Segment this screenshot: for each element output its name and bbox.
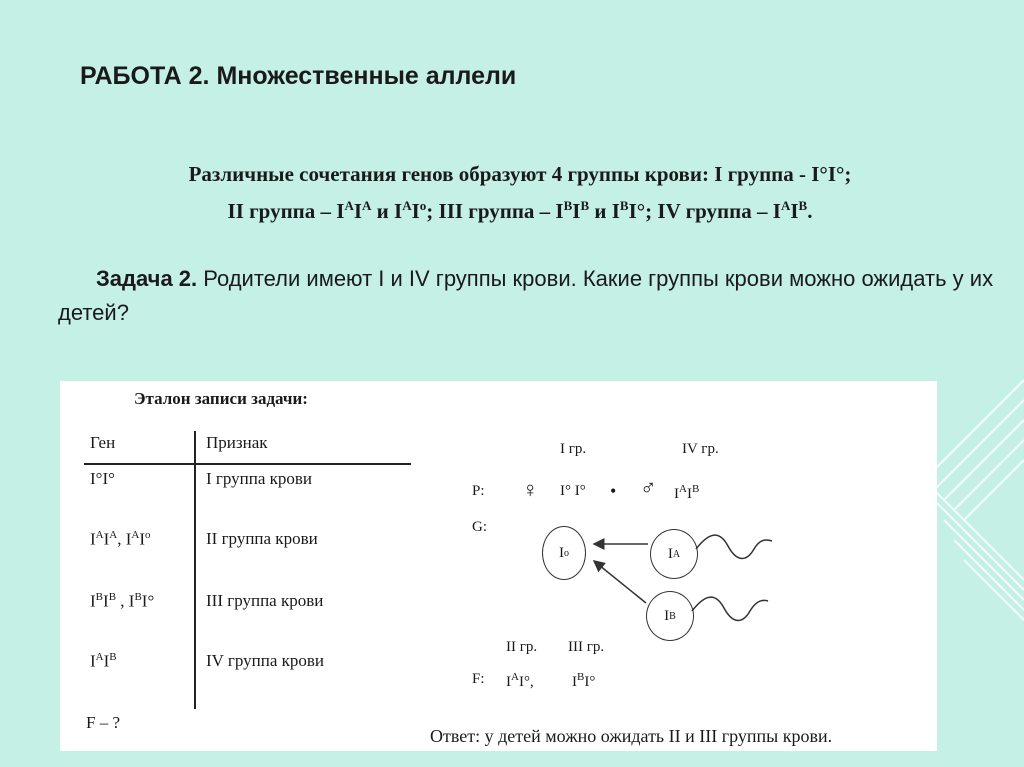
cross-symbol: • [610,481,617,501]
gamete-o: I o [542,526,586,580]
f-question: F – ? [86,713,120,732]
gamete-b: I B [646,591,694,641]
gene-row-1: I°I° [90,469,115,488]
trait-row-2: II группа крови [206,529,318,548]
p-label: P: [472,483,485,499]
female-icon: ♀ [522,477,539,502]
trait-row-1: I группа крови [206,469,313,488]
trait-row-3: III группа крови [206,591,324,610]
col-gene-header: Ген [90,433,116,452]
solution-panel [60,381,937,751]
answer: Ответ: у детей можно ожидать II и III группы крови. [430,726,833,746]
scheme-arrows [60,381,937,751]
parent1-group: I гр. [560,441,587,457]
child1-group: II гр. [506,639,538,655]
panel-heading: Эталон записи задачи: [134,389,308,408]
child1-genotype: $I^AI^\circ$, [506,671,534,690]
child2-group: III гр. [568,639,605,655]
task-body: Родители имеют I и IV группы крови. Какие группы крови можно ожидать у их детей? [58,266,994,325]
task-text [58,262,1008,330]
col-trait-header: Признак [206,433,268,452]
parent2-group: IV гр. [682,441,719,457]
f-label: F: [472,671,485,687]
slide-title: РАБОТА 2. Множественные аллели [80,62,517,90]
g-label: G: [472,519,487,535]
rule-line-1: Различные сочетания генов образуют 4 группы крови: I группа - I°I°; [188,162,852,186]
gene-row-4: $I^AI^B$ [90,651,117,671]
task-label: Задача 2. [96,266,198,291]
child2-genotype: $I^BI^\circ$ [572,671,596,690]
parent1-genotype: I° I° [560,483,586,499]
rule-line-2: II группа – $I^AI^A$ и $I^AI^o$; III группа – $I^BI^B$ и $I^BI^\circ$; IV группа – $I^AI^B$. [227,198,813,223]
male-icon: ♂ [640,475,657,500]
gamete-a: I A [650,529,698,579]
trait-row-4: IV группа крови [206,651,325,670]
gene-row-3: $I^BI^B$ , $I^BI^\circ$ [90,591,155,611]
gene-row-2: $I^AI^A$, $I^AI^o$ [90,529,151,549]
parent2-genotype: $I^AI^B$ [674,483,700,502]
